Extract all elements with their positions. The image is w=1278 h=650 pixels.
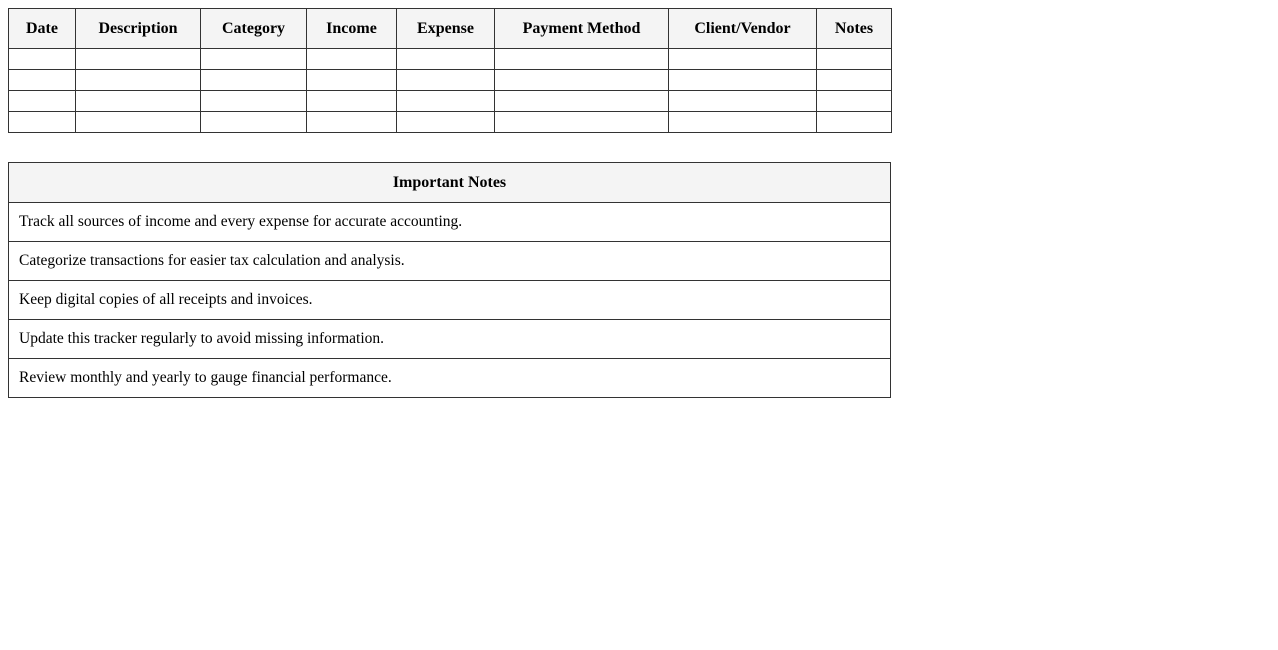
table-cell[interactable] — [669, 70, 817, 91]
table-cell[interactable] — [307, 112, 397, 133]
table-cell[interactable] — [495, 70, 669, 91]
table-cell[interactable] — [76, 91, 201, 112]
list-item — [9, 359, 891, 398]
list-item — [9, 281, 891, 320]
table-cell[interactable] — [76, 70, 201, 91]
table-row — [9, 49, 892, 70]
table-cell[interactable] — [669, 112, 817, 133]
list-item — [9, 320, 891, 359]
table-cell[interactable] — [495, 91, 669, 112]
table-cell[interactable] — [201, 112, 307, 133]
table-cell[interactable] — [201, 49, 307, 70]
table-cell[interactable] — [9, 91, 76, 112]
table-cell[interactable] — [201, 91, 307, 112]
column-header-date: Date — [9, 9, 76, 49]
note-text: Update this tracker regularly to avoid missing information. — [9, 320, 891, 359]
table-cell[interactable] — [307, 70, 397, 91]
list-item — [9, 203, 891, 242]
table-cell[interactable] — [669, 91, 817, 112]
table-cell[interactable] — [817, 91, 892, 112]
note-text: Categorize transactions for easier tax calculation and analysis. — [9, 242, 891, 281]
table-cell[interactable] — [817, 112, 892, 133]
note-text: Review monthly and yearly to gauge financial performance. — [9, 359, 891, 398]
table-cell[interactable] — [307, 49, 397, 70]
table-row — [9, 112, 892, 133]
column-header-expense: Expense — [397, 9, 495, 49]
table-cell[interactable] — [817, 49, 892, 70]
note-text: Keep digital copies of all receipts and invoices. — [9, 281, 891, 320]
list-item — [9, 242, 891, 281]
table-header-row — [9, 9, 892, 49]
table-cell[interactable] — [9, 49, 76, 70]
table-cell[interactable] — [76, 49, 201, 70]
table-cell[interactable] — [817, 70, 892, 91]
column-header-income: Income — [307, 9, 397, 49]
table-cell[interactable] — [495, 49, 669, 70]
column-header-description: Description — [76, 9, 201, 49]
column-header-payment-method: Payment Method — [495, 9, 669, 49]
table-cell[interactable] — [397, 91, 495, 112]
table-cell[interactable] — [201, 70, 307, 91]
note-text: Track all sources of income and every expense for accurate accounting. — [9, 203, 891, 242]
table-row — [9, 70, 892, 91]
notes-header-row — [9, 163, 891, 203]
table-cell[interactable] — [669, 49, 817, 70]
table-cell[interactable] — [397, 112, 495, 133]
table-cell[interactable] — [76, 112, 201, 133]
table-cell[interactable] — [397, 49, 495, 70]
table-row — [9, 91, 892, 112]
important-notes-table — [8, 162, 891, 398]
table-cell[interactable] — [397, 70, 495, 91]
notes-title: Important Notes — [9, 163, 891, 203]
column-header-client-vendor: Client/Vendor — [669, 9, 817, 49]
column-header-category: Category — [201, 9, 307, 49]
table-cell[interactable] — [495, 112, 669, 133]
income-expense-tracker-table — [8, 8, 892, 133]
table-cell[interactable] — [9, 112, 76, 133]
table-cell[interactable] — [307, 91, 397, 112]
column-header-notes: Notes — [817, 9, 892, 49]
table-cell[interactable] — [9, 70, 76, 91]
